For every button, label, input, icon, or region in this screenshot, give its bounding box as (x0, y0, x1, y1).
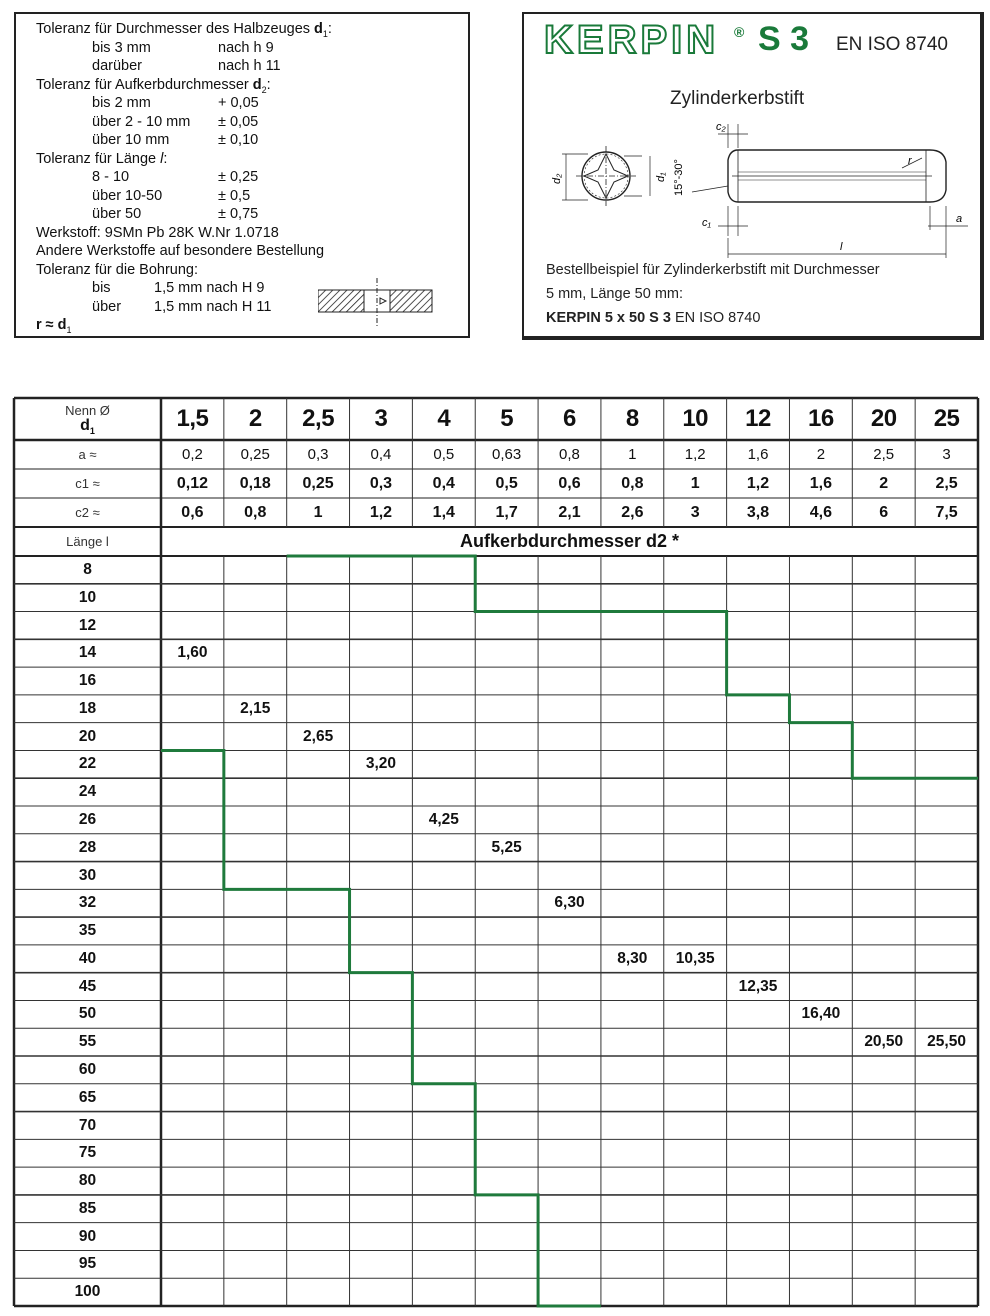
tolerance-text: 8 - 10 (92, 169, 130, 185)
table-cell: 7,5 (935, 504, 958, 521)
length-value: 26 (78, 811, 97, 828)
table-cell: 2 (816, 446, 826, 463)
tolerance-value: 1,5 mm nach H 9 (154, 280, 265, 296)
product-norm: EN ISO 8740 (836, 34, 948, 55)
tolerance-value: ± 0,25 (218, 169, 259, 185)
row-label: c2 ≈ (75, 505, 100, 520)
table-cell: 0,8 (244, 504, 267, 521)
table-cell: 0,63 (492, 446, 522, 463)
product-type: Zylinderkerbstift (670, 88, 805, 109)
length-value: 16 (78, 672, 97, 690)
length-value: 85 (78, 1199, 97, 1217)
label-r: r (908, 155, 912, 167)
length-value: 70 (78, 1116, 97, 1134)
tolerance-subscript: 1 (66, 324, 72, 335)
diameter-header: 5 (500, 405, 514, 432)
table-cell: 0,5 (433, 446, 455, 463)
diameter-header: 8 (625, 405, 639, 432)
length-value: 24 (78, 783, 97, 801)
row-label: a ≈ (78, 447, 97, 462)
length-value: 22 (78, 755, 97, 773)
table-cell: 0,2 (181, 446, 203, 463)
tolerance-subscript: 1 (322, 28, 328, 39)
diameter-header: 25 (933, 405, 960, 432)
order-example-line-1: Bestellbeispiel für Zylinderkerbstift mit Durchmesser (546, 262, 880, 278)
tolerance-value: ± 0,5 (218, 187, 251, 204)
length-value: 32 (78, 894, 97, 912)
table-cell: 0,4 (370, 446, 392, 463)
tolerance-text: Werkstoff: 9SMn Pb 28K W.Nr 1.0718 (36, 224, 279, 241)
aufkerb-diameter-value: 10,35 (675, 949, 715, 967)
table-cell: 3,8 (746, 504, 770, 521)
table-cell: 0,5 (495, 475, 518, 492)
tolerance-text: Toleranz für Aufkerbdurchmesser (36, 76, 253, 93)
table-cell: 1 (313, 504, 323, 521)
corner-symbol-index: 1 (89, 426, 95, 437)
order-norm: EN ISO 8740 (674, 310, 761, 326)
tolerance-text: bis 3 mm (92, 39, 151, 56)
tolerance-text: r ≈ d (36, 317, 67, 333)
tolerance-text: über 10 mm (92, 132, 170, 148)
aufkerb-diameter-value: 2,15 (240, 699, 271, 717)
tolerance-value: ± 0,10 (218, 132, 259, 148)
tolerance-text: bis 2 mm (92, 95, 151, 111)
brand-logo: KERPIN (544, 18, 720, 62)
corner-label-text: Nenn Ø (65, 403, 110, 418)
label-angle: 15°-30° (673, 159, 685, 196)
diameter-header: 6 (563, 405, 576, 432)
tolerance-symbol: l (160, 150, 164, 167)
tolerance-colon: : (163, 150, 168, 167)
table-cell: 1,2 (746, 475, 770, 492)
table-cell: 0,3 (307, 446, 329, 463)
length-value: 12 (78, 616, 97, 634)
label-d2: d₂ (551, 173, 563, 184)
length-value: 35 (78, 922, 97, 940)
length-value: 40 (78, 949, 97, 967)
length-value: 55 (78, 1033, 97, 1051)
length-value: 10 (78, 588, 97, 606)
tolerance-text: bis (92, 280, 111, 296)
table-cell: 1 (690, 475, 700, 492)
product-model: S 3 (758, 20, 810, 58)
table-cell: 1,7 (495, 504, 518, 521)
table-cell: 1,4 (432, 504, 455, 521)
aufkerb-diameter-value: 6,30 (554, 894, 585, 912)
tolerance-value: + 0,05 (218, 95, 259, 111)
table-cell: 6 (879, 504, 889, 521)
diameter-header: 1,5 (176, 405, 209, 432)
aufkerb-diameter-value: 1,60 (177, 644, 208, 662)
diameter-header: 4 (437, 405, 451, 432)
table-cell: 0,12 (176, 475, 208, 492)
length-value: 60 (78, 1061, 97, 1078)
length-value: 8 (83, 561, 92, 578)
table-cell: 3 (942, 446, 951, 463)
diameter-header: 12 (745, 405, 771, 432)
table-cell: 1,6 (747, 446, 769, 463)
length-value: 14 (78, 644, 97, 662)
tolerance-text: Toleranz für Länge (36, 150, 161, 167)
order-code: KERPIN 5 x 50 S 3 (546, 310, 671, 326)
table-cell: 0,8 (621, 475, 644, 492)
table-cell: 2,5 (873, 446, 895, 463)
table-cell: 1,6 (809, 475, 832, 492)
tolerance-colon: : (266, 76, 271, 93)
tolerance-symbol: d (252, 76, 262, 93)
length-value: 20 (78, 727, 97, 745)
table-cell: 4,6 (809, 504, 832, 521)
table-cell: 2 (879, 475, 889, 492)
length-value: 18 (78, 699, 97, 717)
diameter-header: 10 (682, 405, 709, 432)
table-cell: 0,6 (558, 475, 581, 492)
tolerance-text: darüber (92, 58, 142, 74)
tolerance-text: über (92, 298, 122, 315)
table-cell: 0,25 (240, 446, 270, 463)
tolerance-value: ± 0,05 (218, 113, 259, 130)
tolerance-value: 1,5 mm nach H 11 (154, 298, 272, 315)
table-cell: 2,6 (621, 504, 644, 521)
diameter-header: 2 (248, 405, 262, 432)
table-cell: 0,6 (181, 504, 204, 521)
tolerance-text: Andere Werkstoffe auf besondere Bestellung (36, 243, 325, 259)
length-value: 65 (78, 1088, 97, 1106)
table-cell: 1,2 (684, 446, 706, 463)
tolerance-value: nach h 11 (218, 58, 281, 74)
aufkerb-diameter-value: 25,50 (927, 1033, 966, 1051)
length-value: 95 (78, 1255, 97, 1273)
tolerance-text: Toleranz für die Bohrung: (36, 261, 199, 278)
length-value: 30 (78, 866, 97, 884)
aufkerb-diameter-value: 12,35 (738, 977, 778, 995)
tolerance-symbol: d (314, 21, 323, 37)
registered-mark: ® (734, 24, 745, 40)
length-value: 45 (78, 977, 97, 995)
length-label: Länge l (66, 534, 109, 549)
aufkerb-diameter-value: 20,50 (864, 1033, 904, 1051)
label-l: l (840, 241, 843, 253)
label-a: a (956, 213, 963, 225)
aufkerb-diameter-value: 2,65 (303, 727, 334, 745)
diameter-header: 2,5 (302, 405, 335, 432)
corner-symbol (14, 416, 161, 436)
diameter-header: 16 (808, 405, 834, 432)
table-cell: 0,18 (239, 475, 271, 492)
table-cell: 0,8 (559, 446, 580, 463)
tolerance-subscript: 2 (261, 84, 267, 95)
tolerance-text: Toleranz für Durchmesser des Halbzeuges (36, 21, 315, 37)
diameter-header: 3 (374, 405, 388, 432)
label-c1: c₁ (702, 217, 711, 229)
aufkerb-diameter-value: 3,20 (365, 755, 397, 773)
length-value: 50 (78, 1005, 97, 1023)
label-c2: c₂ (716, 121, 726, 133)
diameter-header: 20 (870, 405, 897, 432)
tolerance-text: über 10-50 (92, 187, 163, 204)
length-value: 90 (78, 1227, 97, 1245)
table-cell: 2,1 (558, 504, 581, 521)
aufkerb-diameter-value: 5,25 (491, 838, 522, 856)
tolerance-value: ± 0,75 (218, 206, 259, 222)
table-cell: 3 (690, 504, 700, 521)
table-cell: 1,2 (369, 504, 393, 521)
order-example-line-2: 5 mm, Länge 50 mm: (546, 286, 683, 302)
length-value: 28 (78, 838, 97, 856)
tolerance-value: nach h 9 (218, 39, 274, 56)
row-label: c1 ≈ (75, 476, 100, 491)
tolerance-text: über 50 (92, 206, 142, 222)
table-cell: 1 (628, 446, 637, 463)
aufkerb-diameter-value: 4,25 (428, 811, 459, 828)
table-cell: 0,3 (369, 475, 393, 492)
table-cell: 0,25 (302, 475, 334, 492)
table-cell: 0,4 (432, 475, 455, 492)
length-value: 75 (78, 1144, 97, 1162)
label-d1: d₁ (655, 172, 667, 182)
aufkerb-diameter-value: 16,40 (801, 1005, 841, 1023)
aufkerb-diameter-value: 8,30 (617, 949, 648, 967)
table-cell: 2,5 (935, 475, 958, 492)
length-value: 80 (78, 1172, 97, 1190)
length-value: 100 (74, 1283, 101, 1301)
tolerance-colon: : (327, 21, 332, 37)
corner-symbol-text: d (80, 417, 90, 434)
tolerance-text: über 2 - 10 mm (92, 113, 191, 130)
section-title: Aufkerbdurchmesser d2 * (459, 531, 680, 551)
